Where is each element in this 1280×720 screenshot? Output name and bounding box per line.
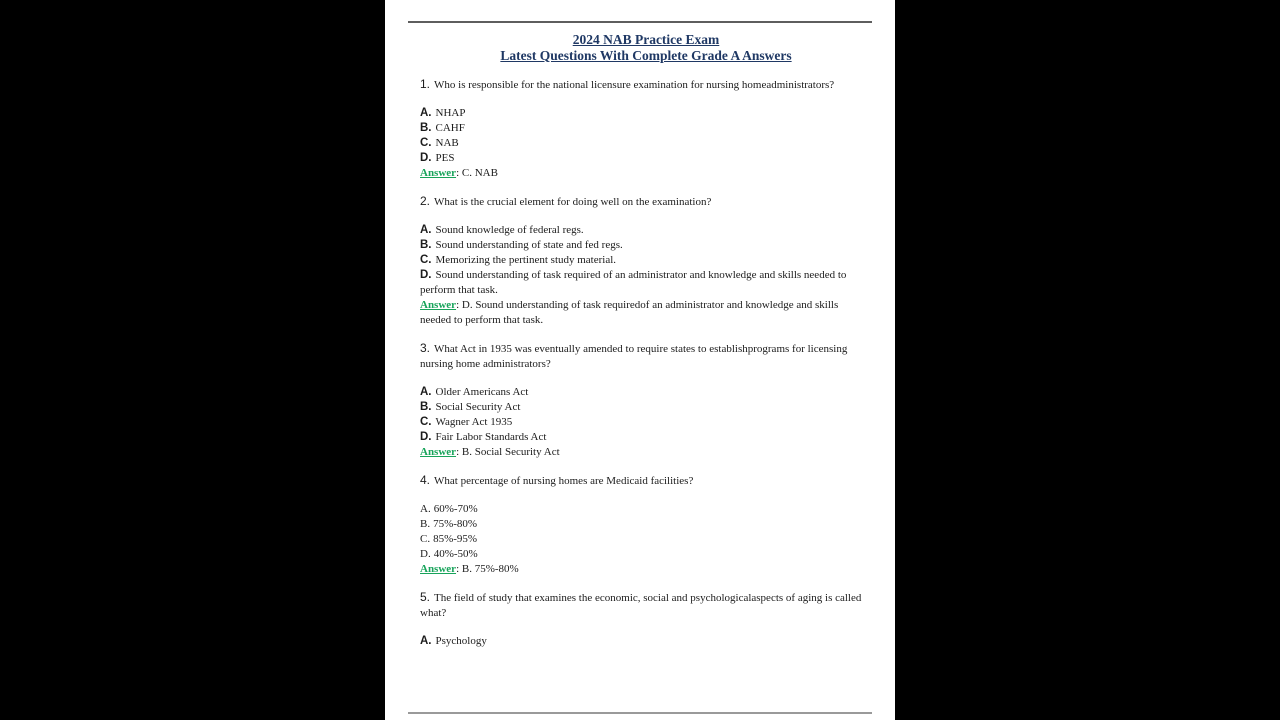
question-2-text — [420, 194, 872, 210]
option-text: Social Security Act — [435, 401, 521, 413]
option-letter: A. — [420, 107, 432, 119]
option-letter: C. — [420, 533, 431, 545]
answer-label: Answer — [420, 299, 457, 311]
option-text: 75%-80% — [433, 518, 478, 530]
question-body: What Act in 1935 was eventually amended to require states to establishprograms for licensing nursing home administrators? — [420, 343, 848, 370]
answer-text: : C. NAB — [456, 167, 498, 179]
option-letter: A. — [420, 224, 432, 236]
answer-line — [420, 445, 872, 460]
question-1 — [420, 77, 872, 181]
option-text: Sound understanding of state and fed regs. — [435, 239, 623, 251]
option-c — [420, 136, 872, 151]
option-letter: D. — [420, 431, 432, 443]
option-letter: C. — [420, 137, 432, 149]
question-1-text — [420, 77, 872, 93]
option-b — [420, 121, 872, 136]
option-b — [420, 400, 872, 415]
option-text: 40%-50% — [433, 548, 478, 560]
bottom-rule — [408, 712, 872, 714]
answer-line — [420, 562, 872, 577]
option-letter: C. — [420, 254, 432, 266]
option-a — [420, 223, 872, 238]
question-number: 1. — [420, 77, 431, 91]
option-b — [420, 517, 872, 532]
answer-line — [420, 166, 872, 181]
title-line-2: Latest Questions With Complete Grade A Answers — [500, 48, 792, 63]
question-3-options — [420, 385, 872, 460]
option-letter: B. — [420, 518, 431, 530]
document-title — [420, 32, 872, 64]
option-text: Sound understanding of task required of an administrator and knowledge and skills needed to perform that task. — [420, 269, 847, 296]
question-body: What percentage of nursing homes are Medicaid facilities? — [434, 475, 694, 487]
answer-label: Answer — [420, 446, 457, 458]
question-body: The field of study that examines the economic, social and psychologicalaspects of aging is called what? — [420, 592, 862, 619]
answer-line — [420, 298, 872, 328]
option-letter: D. — [420, 269, 432, 281]
option-text: Wagner Act 1935 — [435, 416, 513, 428]
option-a — [420, 106, 872, 121]
option-text: CAHF — [435, 122, 465, 134]
option-letter: A. — [420, 635, 432, 647]
option-a — [420, 634, 872, 649]
option-letter: D. — [420, 548, 431, 560]
answer-label: Answer — [420, 167, 457, 179]
questions — [420, 77, 872, 649]
question-body: Who is responsible for the national licensure examination for nursing homeadministrators? — [434, 79, 835, 91]
option-letter: A. — [420, 503, 431, 515]
option-text: Psychology — [435, 635, 487, 647]
question-3 — [420, 341, 872, 460]
question-5 — [420, 590, 872, 649]
option-text: Fair Labor Standards Act — [435, 431, 547, 443]
option-letter: C. — [420, 416, 432, 428]
answer-text: : D. Sound understanding of task requiredof an administrator and knowledge and skills needed to perform that task. — [420, 299, 839, 326]
question-5-options — [420, 634, 872, 649]
option-letter: A. — [420, 386, 432, 398]
answer-text: : B. Social Security Act — [456, 446, 560, 458]
option-letter: D. — [420, 152, 432, 164]
question-1-options — [420, 106, 872, 181]
option-letter: B. — [420, 401, 432, 413]
option-c — [420, 253, 872, 268]
answer-label: Answer — [420, 563, 457, 575]
title-line-1: 2024 NAB Practice Exam — [572, 32, 720, 47]
question-2-options — [420, 223, 872, 328]
question-2 — [420, 194, 872, 328]
question-4 — [420, 473, 872, 577]
answer-text: : B. 75%-80% — [456, 563, 519, 575]
option-text: Memorizing the pertinent study material. — [435, 254, 617, 266]
question-4-text — [420, 473, 872, 489]
option-letter: B. — [420, 122, 432, 134]
question-number: 4. — [420, 473, 431, 487]
top-rule — [408, 21, 872, 23]
option-c — [420, 415, 872, 430]
question-5-text — [420, 590, 872, 621]
option-b — [420, 238, 872, 253]
question-3-text — [420, 341, 872, 372]
question-body: What is the crucial element for doing well on the examination? — [434, 196, 712, 208]
option-text: 60%-70% — [433, 503, 478, 515]
option-d — [420, 430, 872, 445]
option-a — [420, 385, 872, 400]
question-4-options — [420, 502, 872, 577]
option-d — [420, 547, 872, 562]
question-number: 3. — [420, 341, 431, 355]
option-text: NHAP — [435, 107, 466, 119]
option-text: 85%-95% — [433, 533, 478, 545]
option-a — [420, 502, 872, 517]
option-text: Sound knowledge of federal regs. — [435, 224, 584, 236]
document-page — [385, 0, 895, 720]
option-text: Older Americans Act — [435, 386, 529, 398]
question-number: 5. — [420, 590, 431, 604]
option-letter: B. — [420, 239, 432, 251]
option-d — [420, 151, 872, 166]
option-text: PES — [435, 152, 455, 164]
question-number: 2. — [420, 194, 431, 208]
option-text: NAB — [435, 137, 459, 149]
option-c — [420, 532, 872, 547]
option-d — [420, 268, 872, 298]
